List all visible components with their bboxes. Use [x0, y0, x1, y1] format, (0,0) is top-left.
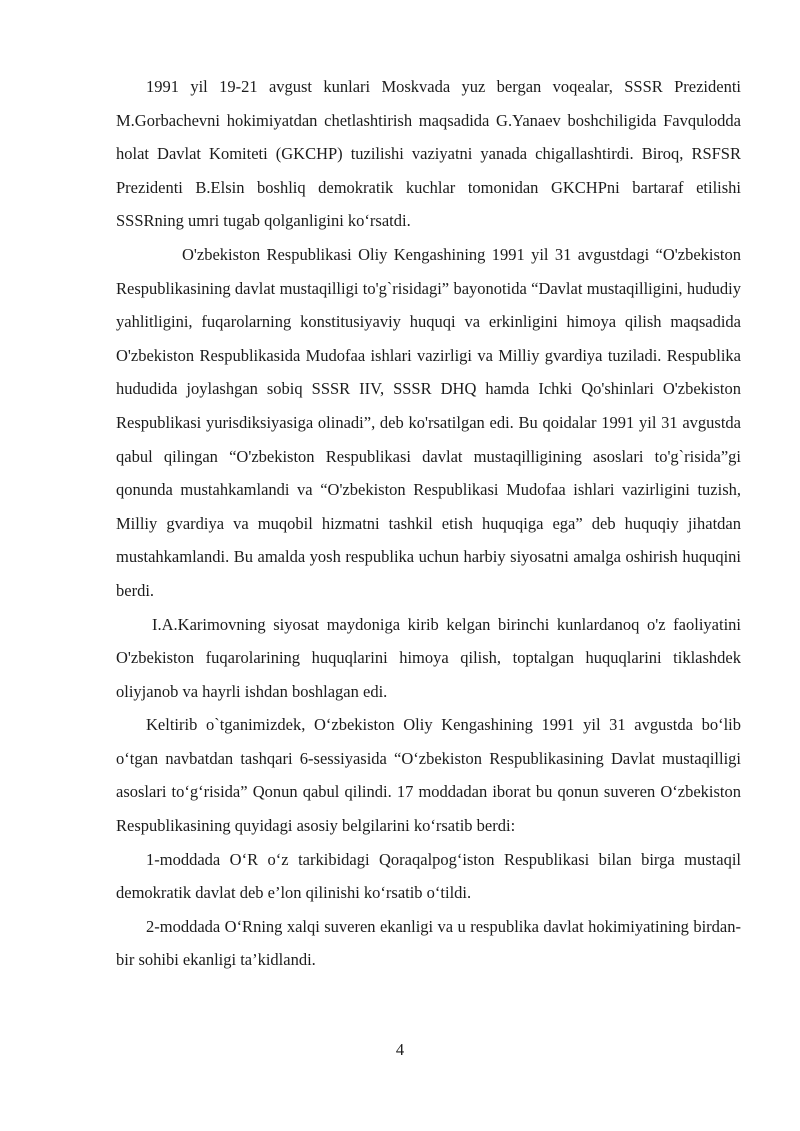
paragraph-article-1: 1-moddada O‘R o‘z tarkibidagi Qoraqalpog‘iston Respublikasi bilan birga mustaqil demokratik davlat deb e’lon qilinishi ko‘rsatib o‘tildi. [116, 849, 741, 903]
paragraph-independence-law: Keltirib o`tganimizdek, O‘zbekiston Oliy Kengashining 1991 yil 31 avgustda bo‘lib o‘tgan navbatdan tashqari 6-sessiyasida “O‘zbekiston Respublikasining Davlat mustaqilligi asoslari to‘g‘risida” Qonun qabul qilindi. 17 moddadan iborat bu qonun suveren O‘zbekiston Respublikasining quyidagi asosiy belgilarini ko‘rsatib berdi: [116, 715, 741, 836]
paragraph-karimov-activity: I.A.Karimovning siyosat maydoniga kirib kelgan birinchi kunlardanoq o'z faoliyatini O'zbekiston fuqarolarining huquqlarini himoya qilish, toptalgan huquqlarini tiklashdek oliyjanob va hayrli ishdan boshlagan edi. [116, 614, 741, 701]
paragraph-article-2: 2-moddada O‘Rning xalqi suveren ekanligi va u respublika davlat hokimiyatining birdan-bir sohibi ekanligi ta’kidlandi. [116, 916, 741, 970]
paragraph-gkchp-events: 1991 yil 19-21 avgust kunlari Moskvada yuz bergan voqealar, SSSR Prezidenti M.Gorbachevni hokimiyatdan chetlashtirish maqsadida G.Yanaev boshchiligida Favqulodda holat Davlat Komiteti (GKCHP) tuzilishi vaziyatni yanada chigallashtirdi. Biroq, RSFSR Prezidenti B.Elsin boshliq demokratik kuchlar tomonidan GKCHPni bartaraf etilishi SSSRning umri tugab qolganligini ko‘rsatdi. [116, 77, 741, 231]
document-body [116, 70, 741, 977]
paragraph-oliy-kengash-statement: O'zbekiston Respublikasi Oliy Kengashining 1991 yil 31 avgustdagi “O'zbekiston Respublikasining davlat mustaqilligi to'g`risidagi” bayonotida “Davlat mustaqilligini, hududiy yahlitligini, fuqarolarning konstitusiyaviy huquqi va erkinligini himoya qilish maqsadida O'zbekiston Respublikasida Mudofaa ishlari vazirligi va Milliy gvardiya tuziladi. Respublika hududida joylashgan sobiq SSSR IIV, SSSR DHQ hamda Ichki Qo'shinlari O'zbekiston Respublikasi yurisdiksiyasiga olinadi”, deb ko'rsatilgan edi. Bu qoidalar 1991 yil 31 avgustda qabul qilingan “O'zbekiston Respublikasi davlat mustaqilligining asoslari to'g`risida”gi qonunda mustahkamlandi va “O'zbekiston Respublikasi Mudofaa ishlari vazirligini tuzish, Milliy gvardiya va muqobil hizmatni tashkil etish huquqiga ega” deb huquqiy jihatdan mustahkamlandi. Bu amalda yosh respublika uchun harbiy siyosatni amalga oshirish huquqini berdi. [116, 244, 741, 600]
page-number: 4 [395, 1040, 405, 1059]
